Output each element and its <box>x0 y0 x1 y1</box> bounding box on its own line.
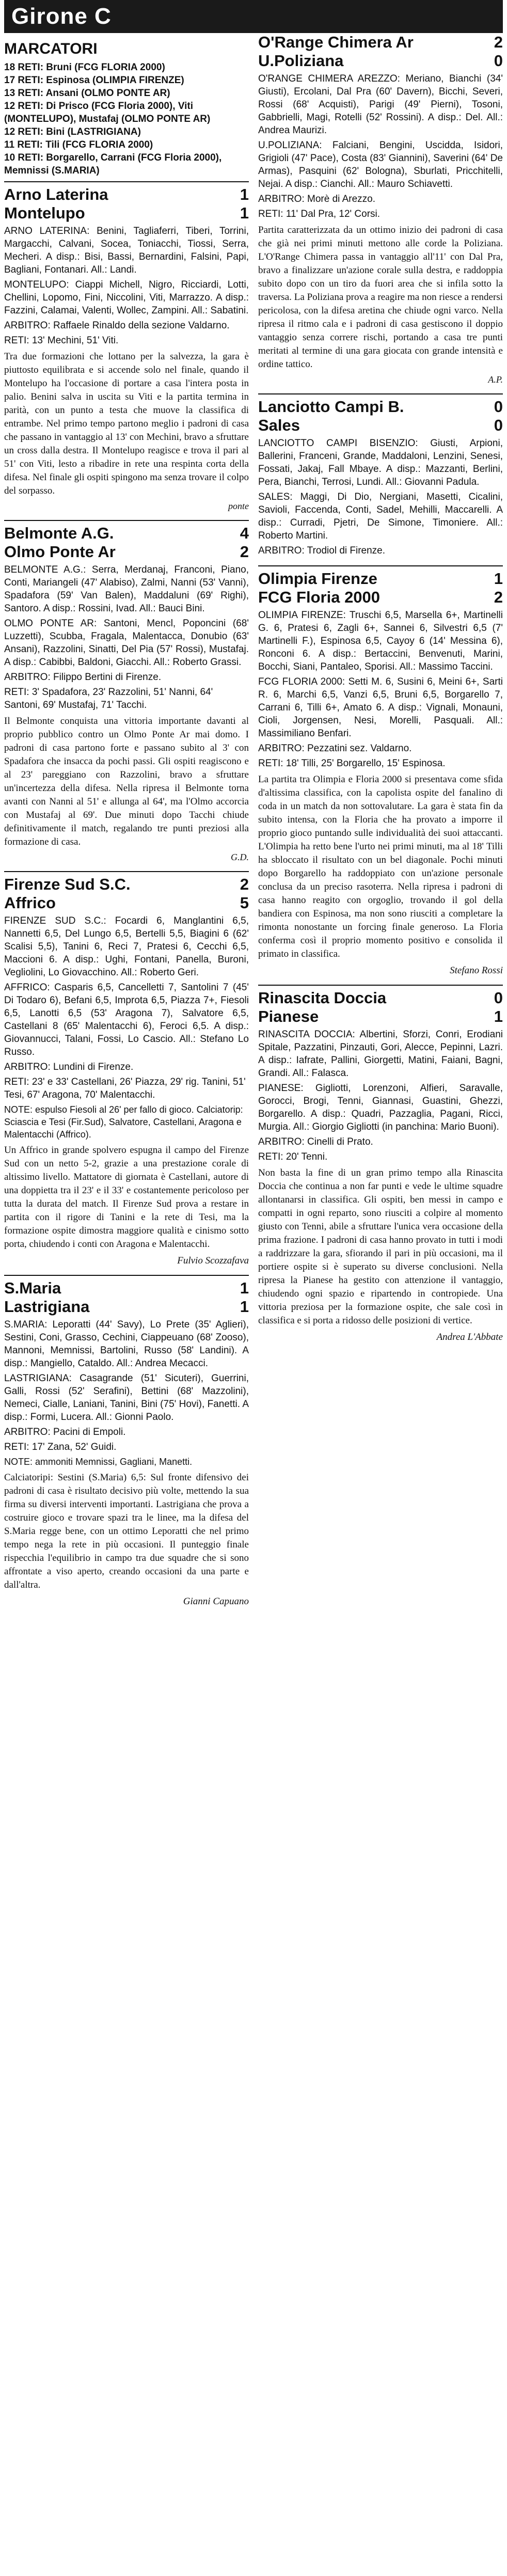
report-text: Tra due formazioni che lottano per la salvezza, la gara è piuttosto equilibrata e si accende solo nel finale, quando il Montelupo ha l'occasione di portare a casa l'intera posta in palio. Benini salva in uscita su Viti e la partita termina in parità, con un punto a testa che muove la classifica di entrambe. Nel primo tempo partono meglio i padroni di casa che passano in vantaggio al 13' con Mechini, bravo a sfruttare un cross dalla destra. Il Montelupo reagisce e trova il pari al 51' con Viti, lesto a ribadire in rete una respinta corta della difesa. Nel finale gli ospiti spingono ma senza trovare il colpo del sorpasso. <box>4 351 249 496</box>
home-score: 1 <box>494 570 503 588</box>
away-team-row <box>258 1007 503 1026</box>
away-team-row <box>258 416 503 435</box>
match-report <box>258 33 503 385</box>
away-team-name: FCG Floria 2000 <box>258 588 381 606</box>
match-report <box>4 1275 249 1607</box>
match-report <box>4 181 249 512</box>
report-text: Il Belmonte conquista una vittoria importante davanti al proprio pubblico contro un Olmo Ponte Ar mai domo. I padroni di casa partono forte e passano subito al 3' con Spadafora che insacca da pochi passi. Gli ospiti reagiscono e al 23' pareggiano con Razzolini, bravo a sfruttare un'incertezza della difesa. Nella ripresa il Belmonte torna avanti con Nanni al 51' e allunga al 64', ma l'Olmo accorcia con Mustafaj al 69'. Due minuti dopo Tacchi chiude definitivamente il match, regalando tre punti preziosi alla formazione di casa. <box>4 716 249 847</box>
goals: RETI: 17' Zana, 52' Guidi. <box>4 1442 117 1452</box>
referee: ARBITRO: Trodiol di Firenze. <box>258 545 386 556</box>
home-lineup: OLIMPIA FIRENZE: Truschi 6,5, Marsella 6+, Martinelli G. 6, Pratesi 6, Zagli 6+, Sannei 6, Silvestri 6,5 (7' Martinelli F.), Espinosa 6,5, Cayoy 6 (14' Messina 6), Ronconi 6. A disp.: Bertaccini, Benvenuti, Marini, Bocchi, Siani, Pantaleo, Sporisi. All.: Massimo Taccini. <box>258 610 503 672</box>
scorer-line: 12 RETI: Bini (LASTRIGIANA) <box>4 127 141 137</box>
columns <box>4 33 503 1616</box>
home-score: 2 <box>240 875 249 893</box>
referee: ARBITRO: Lundini di Firenze. <box>4 1062 134 1072</box>
match-report <box>258 565 503 976</box>
away-score: 1 <box>494 1007 503 1025</box>
away-score: 0 <box>494 52 503 70</box>
away-lineup: U.POLIZIANA: Falciani, Bengini, Uscidda, Isidori, Grigioli (47' Pace), Costa (83' Giannini), Saverini (64' De Armas), Pasquini (62' Bologna), Sburlati, Pricchitelli, Nejai. A disp.: Cianchi. All.: Mauro Schiavetti. <box>258 140 503 189</box>
byline: Andrea L'Abbate <box>436 1332 503 1342</box>
home-team-name: Arno Laterina <box>4 185 108 203</box>
referee: ARBITRO: Filippo Bertini di Firenze. <box>4 672 162 683</box>
scorers-list <box>4 61 249 177</box>
home-score: 1 <box>240 1279 249 1297</box>
author-tag: ponte <box>228 501 249 511</box>
goals: RETI: 23' e 33' Castellani, 26' Piazza, 29' rig. Tanini, 51' Tesi, 67' Aragona, 70' Malentacchi. <box>4 1077 246 1100</box>
author-tag: G.D. <box>231 852 249 862</box>
match-notes: NOTE: espulso Fiesoli al 26' per fallo di gioco. Calciatorip: Sciascia e Tesi (Fir.Sud), Salvatore, Castellani, Aragona e Malentacchi (Affrico). <box>4 1104 243 1140</box>
away-team-row <box>4 543 249 561</box>
report-text: Calciatoripi: Sestini (S.Maria) 6,5: Sul fronte difensivo dei padroni di casa è risultato decisivo più volte, mettendo la sua firma su diversi interventi importanti. Lastrigiana che prova a costruire gioco e trovare spazi tra le linee, ma la difesa del S.Maria regge bene, con un ottimo Leporatti che nel primo tempo nega la rete in più occasioni. Il punteggio finale rispecchia l'equilibrio in campo tra due squadre che si sono affrontate a viso aperto, creando occasioni da una parte e dall'altra. <box>4 1472 249 1590</box>
away-team-row <box>258 52 503 70</box>
away-lineup: AFFRICO: Casparis 6,5, Cancelletti 7, Santolini 7 (45' Di Todaro 6), Befani 6,5, Improta 6,5, Piazza 7+, Fiesoli 6,5, Lanotti 6,5 (53' Aragona 7), Salvatore 6,5, Castellani 8 (65' Malentacchi 6), Feroci 6,5. A disp.: Giovannucci, Talani, Fossi, Lo Cascio. All.: Stefano Lo Russo. <box>4 982 249 1057</box>
home-lineup: FIRENZE SUD S.C.: Focardi 6, Manglantini 6,5, Nannetti 6,5, Del Lungo 6,5, Bertelli 5,5, Biagini 6 (62' Scalisi 5,5), Tanini 6, Reci 7, Pratesi 6, Cecchi 6,5, Maccioni 6. A disp.: Ughi, Fontani, Panella, Buroni, Vegliolini, Lo Giovacchino. All.: Roberto Geri. <box>4 915 249 978</box>
home-score: 1 <box>240 185 249 203</box>
home-team-row <box>258 570 503 588</box>
away-team-name: U.Poliziana <box>258 52 344 70</box>
away-team-name: Montelupo <box>4 204 85 222</box>
referee: ARBITRO: Raffaele Rinaldo della sezione Valdarno. <box>4 320 230 331</box>
goals: RETI: 11' Dal Pra, 12' Corsi. <box>258 209 381 219</box>
away-score: 1 <box>240 204 249 222</box>
referee: ARBITRO: Pacini di Empoli. <box>4 1427 126 1437</box>
referee: ARBITRO: Morè di Arezzo. <box>258 194 376 204</box>
report-text: Partita caratterizzata da un ottimo inizio dei padroni di casa che già nei primi minuti mettono alle corde la Poliziana. L'O'Range Chimera passa in vantaggio all'11' con Dal Pra, bravo a finalizzare un'azione corale sulla destra, e raddoppia subito dopo con un tiro da fuori area che si infila sotto la traversa. La Poliziana prova a reagire ma non riesce a rendersi pericolosa, con la difesa aretina che chiude ogni varco. Nella ripresa il ritmo cala e i padroni di casa gestiscono il doppio vantaggio senza correre rischi, portando a casa tre punti meritati al termine di una gara giocata con grande intensità e ordine tattico. <box>258 225 503 370</box>
scorer-line: 11 RETI: Tili (FCG FLORIA 2000) <box>4 139 153 150</box>
home-lineup: BELMONTE A.G.: Serra, Merdanaj, Franconi, Piano, Conti, Mariangeli (47' Alabiso), Zalmi, Nanni (53' Vanni), Spadafora (59' Van Balen), Maddaluni (69' Righi), Santoro. A disp.: Rossini, Ivad. All.: Bauci Bini. <box>4 564 249 614</box>
home-team-row <box>4 875 249 894</box>
scorer-line: 17 RETI: Espinosa (OLIMPIA FIRENZE) <box>4 75 184 86</box>
goals: RETI: 13' Mechini, 51' Viti. <box>4 335 119 346</box>
scorer-line: 12 RETI: Di Prisco (FCG Floria 2000), Viti (MONTELUPO), Mustafaj (OLMO PONTE AR) <box>4 101 211 124</box>
away-team-name: Sales <box>258 416 300 434</box>
home-team-name: Belmonte A.G. <box>4 524 114 542</box>
home-lineup: ARNO LATERINA: Benini, Tagliaferri, Tiberi, Torrini, Margacchi, Calvani, Socea, Toniacchi, Tiossi, Serra, Mecheri. A disp.: Bisi, Bassi, Bernardini, Falsini, Papi, Bagliani, Fontanari. All.: Landi. <box>4 226 249 275</box>
match-report <box>4 520 249 863</box>
home-lineup: LANCIOTTO CAMPI BISENZIO: Giusti, Arpioni, Ballerini, Franceni, Grande, Maddaloni, Lenzini, Senesi, Fossati, Jakaj, Fall Mbaye. A disp.: Mazzanti, Berlini, Pera, Bianchi, Terrosi, Lundi. All.: Giovanni Padula. <box>258 438 503 487</box>
home-score: 0 <box>494 398 503 416</box>
goals: RETI: 3' Spadafora, 23' Razzolini, 51' Nanni, 64' Santoni, 69' Mustafaj, 71' Tacchi. <box>4 687 213 710</box>
match-notes: NOTE: ammoniti Memnissi, Gagliani, Manetti. <box>4 1457 193 1467</box>
home-lineup: S.MARIA: Leporatti (44' Savy), Lo Prete (35' Aglieri), Sestini, Coni, Grasso, Cechini, Ciappeuano (68' Zooso), Mannoni, Memnissi, Bartolini, Russo (58' Landini). A disp.: Mangiello, Cataldo. All.: Andrea Mecacci. <box>4 1319 249 1369</box>
home-team-row <box>4 1279 249 1298</box>
home-team-row <box>4 185 249 204</box>
away-team-row <box>4 894 249 912</box>
away-lineup: SALES: Maggi, Di Dio, Nergiani, Masetti, Cicalini, Savioli, Faccenda, Conti, Sadel, Mehilli, Maccarelli. A disp.: Curradi, Pjetri, De Simone, Timoniere. All.: Roberto Martini. <box>258 492 503 541</box>
home-team-row <box>258 398 503 416</box>
away-lineup: FCG FLORIA 2000: Setti M. 6, Susini 6, Meini 6+, Sarti R. 6, Marchi 6,5, Vanzi 6,5, Bruni 6,5, Borgarello 7, Carrani 6, Tilli 6+, Amato 6. A disp.: Vignali, Monauni, Cioli, Jorgensen, Nesi, Morelli, Pasquali. All.: Massimiliano Benfari. <box>258 676 503 739</box>
right-column <box>258 33 503 1616</box>
scorers-title: MARCATORI <box>4 40 98 57</box>
byline: Stefano Rossi <box>450 965 503 976</box>
scorer-line: 13 RETI: Ansani (OLMO PONTE AR) <box>4 88 170 99</box>
home-score: 0 <box>494 989 503 1007</box>
home-team-name: S.Maria <box>4 1279 61 1297</box>
author-tag: A.P. <box>488 374 503 385</box>
home-lineup: O'RANGE CHIMERA AREZZO: Meriano, Bianchi (34' Giusti), Ercolani, Dal Pra (60' Davern), Bicchi, Severi, Rossi (68' Acquisti), Parigi (49' Pierni), Tosoni, Gabbrielli, Magi, Rotelli (52' Rossini). A disp.: Del. All.: Andrea Maurizi. <box>258 73 503 136</box>
away-score: 1 <box>240 1298 249 1316</box>
byline: Fulvio Scozzafava <box>177 1255 249 1266</box>
match-report <box>258 985 503 1343</box>
home-team-row <box>258 989 503 1007</box>
home-team-name: Lanciotto Campi B. <box>258 398 404 416</box>
home-score: 2 <box>494 33 503 51</box>
away-score: 0 <box>494 416 503 434</box>
match-report <box>4 871 249 1267</box>
home-lineup: RINASCITA DOCCIA: Albertini, Sforzi, Conri, Erodiani Spitale, Pazzatini, Pinzauti, Gori, Alecce, Pepinni, Lazri. A disp.: Iafrate, Pallini, Giorgetti, Matini, Faiani, Bagni, Grandi. All.: Falasca. <box>258 1029 503 1079</box>
home-team-name: Rinascita Doccia <box>258 989 387 1007</box>
away-team-name: Pianese <box>258 1007 319 1025</box>
home-team-row <box>4 524 249 543</box>
away-team-row <box>258 588 503 607</box>
away-lineup: MONTELUPO: Ciappi Michell, Nigro, Ricciardi, Lotti, Chellini, Lopomo, Fini, Niccolini, Viti, Marrazzo. A disp.: Fazzini, Calamai, Valenti, Wollec, Zampini. All.: Sabatini. <box>4 279 249 316</box>
report-text: Un Affrico in grande spolvero espugna il campo del Firenze Sud con un netto 5-2, grazie a una prestazione corale di altissimo livello. Mattatore di giornata è Castellani, autore di una doppietta tra il 23' e il 33' e costantemente pericoloso per tutta la durata del match. Il Firenze Sud prova a restare in partita con il rigore di Tanini e la rete di Tesi, ma la formazione ospite dimostra maggiore qualità e cinismo sotto porta, chiudendo i conti con Aragona e Malentacchi. <box>4 1145 249 1250</box>
away-team-name: Lastrigiana <box>4 1298 90 1316</box>
away-score: 5 <box>240 894 249 912</box>
report-text: La partita tra Olimpia e Floria 2000 si presentava come sfida d'altissima classifica, con la capolista ospite del fanalino di coda in un match da non sottovalutare. La gara è stata fin da subito intensa, con la Floria che ha provato a imporre il proprio gioco puntando sulle individualità dei suoi attaccanti. L'Olimpia ha retto bene l'urto nei primi minuti, ma al 18' Tilli ha sbloccato il risultato con un bel diagonale. Pochi minuti dopo Borgarello ha raddoppiato con un'azione personale conclusa da un preciso rasoterra. Nella ripresa i padroni di casa hanno reagito con orgoglio, trovando il gol della bandiera con Espinosa, ma non sono riusciti a completare la rimonta nonostante un forcing finale generoso. La Floria conferma così il proprio momento positivo e consolida il primato in classifica. <box>258 774 503 959</box>
goals: RETI: 20' Tenni. <box>258 1151 328 1162</box>
away-lineup: PIANESE: Gigliotti, Lorenzoni, Alfieri, Saravalle, Gorocci, Brogi, Tenni, Giannasi, Guastini, Ghezzi, Borgarello. A disp.: Quadri, Pazzaglia, Pagani, Ricci, Murgia. All.: Giorgio Gigliotti (in panchina: Mario Buoni). <box>258 1083 503 1132</box>
left-column <box>4 33 249 1616</box>
goals: RETI: 18' Tilli, 25' Borgarello, 15' Espinosa. <box>258 758 446 769</box>
match-report <box>258 393 503 557</box>
home-score: 4 <box>240 524 249 542</box>
away-lineup: LASTRIGIANA: Casagrande (51' Sicuteri), Guerrini, Galli, Rossi (52' Serafini), Bettini (68' Mazzolini), Nemeci, Cialle, Laniani, Tanini, Bini (75' Hovi), Fanetti. A disp.: Formi, Lucera. All.: Gionni Paolo. <box>4 1373 249 1423</box>
home-team-name: Firenze Sud S.C. <box>4 875 131 893</box>
home-team-name: O'Range Chimera Ar <box>258 33 414 51</box>
scorer-line: 18 RETI: Bruni (FCG FLORIA 2000) <box>4 62 165 73</box>
away-team-row <box>4 1298 249 1316</box>
section-title: Girone C <box>11 4 112 29</box>
report-text: Non basta la fine di un gran primo tempo alla Rinascita Doccia che continua a non far punti e vede le ultime squadre allontanarsi in classifica. Gli ospiti, ben messi in campo e compatti in ogni reparto, sono riusciti a colpire al momento giusto con Tenni, abile a sfruttare l'unica vera occasione della prima frazione. I padroni di casa hanno provato in tutti i modi a raddrizzare la gara, sfiorando il pari in più occasioni, ma il portiere ospite si è superato su diverse conclusioni. Nella ripresa la Pianese ha gestito con attenzione il vantaggio, chiudendo ogni spazio e ripartendo in contropiede. Una vittoria preziosa per la formazione ospite, che sale così in classifica e si porta a ridosso delle posizioni di vertice. <box>258 1167 503 1326</box>
away-team-row <box>4 204 249 223</box>
scorer-line: 10 RETI: Borgarello, Carrani (FCG Floria 2000), Memnissi (S.MARIA) <box>4 152 222 176</box>
away-lineup: OLMO PONTE AR: Santoni, Mencl, Poponcini (68' Luzzetti), Scubba, Fragala, Malentacca, Donubio (63' Ansani), Razzolini, Sinatti, Del Pia (57' Rossi), Mustafaj. A disp.: Cabibbi, Baldoni, Giacchi. All.: Roberto Grassi. <box>4 618 249 668</box>
away-team-name: Olmo Ponte Ar <box>4 543 116 561</box>
section-banner <box>4 0 503 33</box>
referee: ARBITRO: Pezzatini sez. Valdarno. <box>258 743 412 754</box>
away-score: 2 <box>240 543 249 561</box>
home-team-name: Olimpia Firenze <box>258 570 377 588</box>
home-team-row <box>258 33 503 52</box>
referee: ARBITRO: Cinelli di Prato. <box>258 1136 373 1147</box>
byline: Gianni Capuano <box>183 1596 249 1607</box>
away-score: 2 <box>494 588 503 606</box>
away-team-name: Affrico <box>4 894 56 912</box>
